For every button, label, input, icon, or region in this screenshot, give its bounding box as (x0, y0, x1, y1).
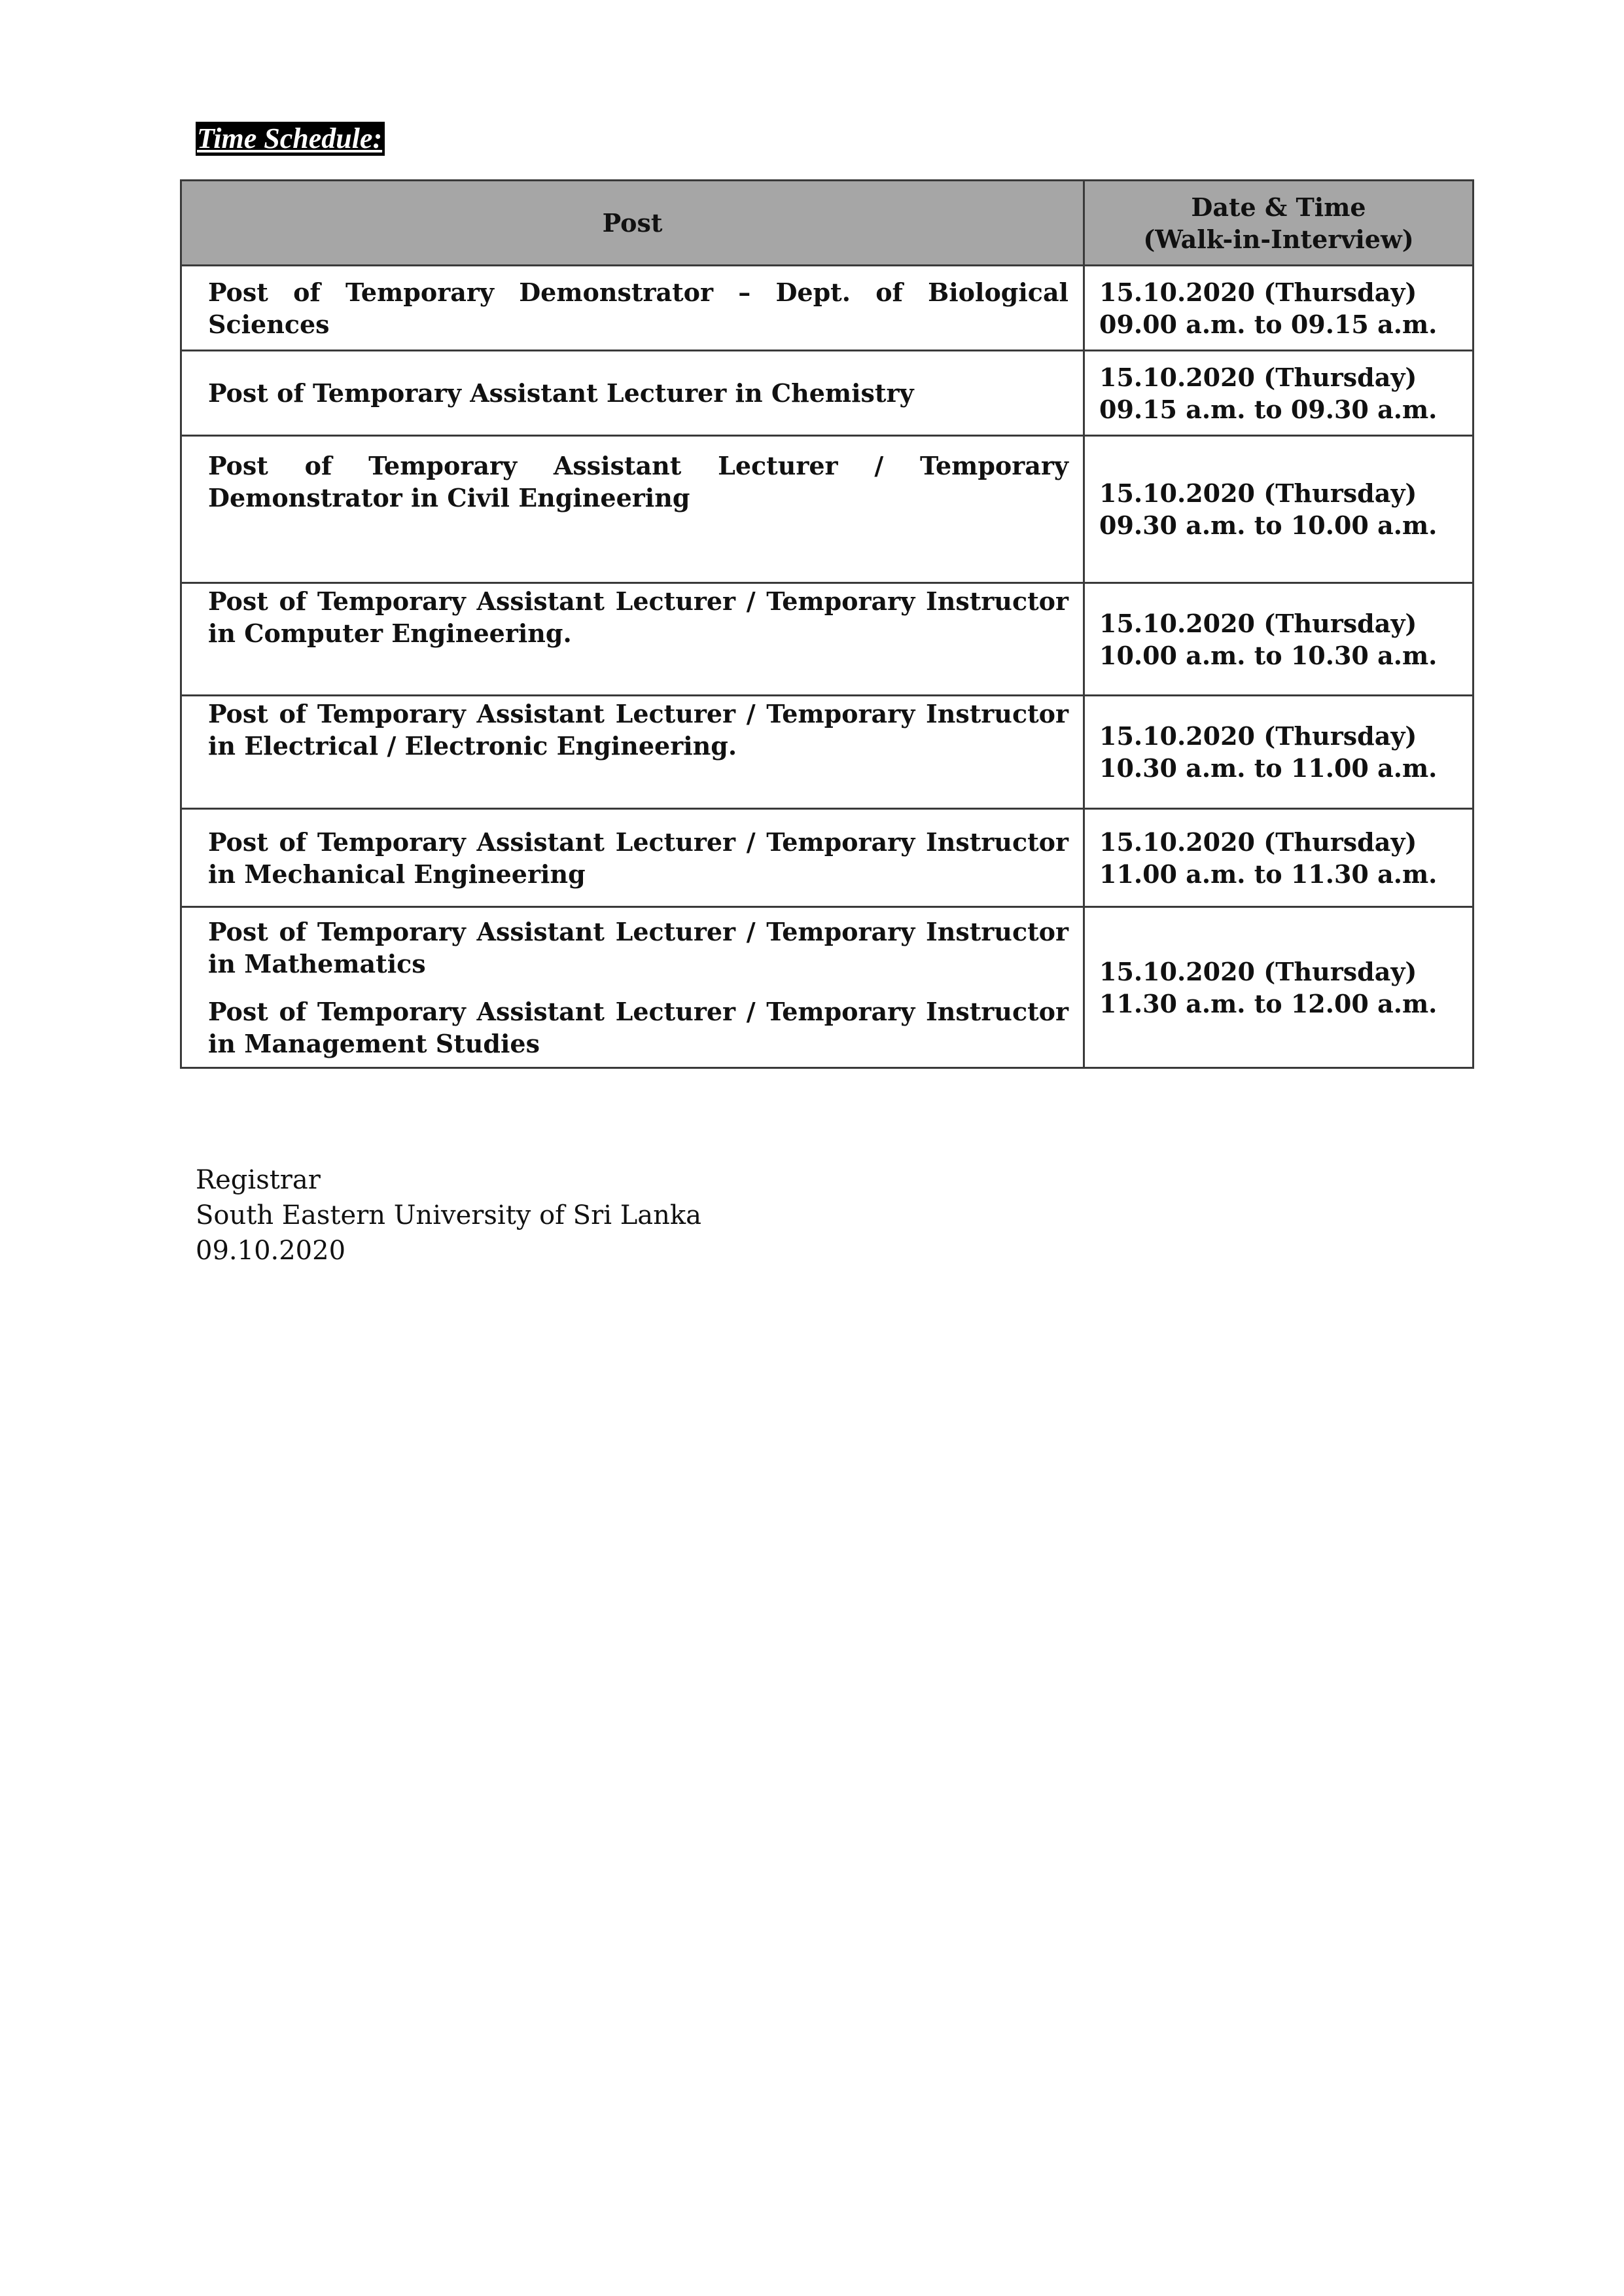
interview-time: 10.30 a.m. to 11.00 a.m. (1099, 753, 1438, 783)
table-row (181, 809, 1474, 907)
table-row (181, 351, 1474, 436)
table-row (181, 907, 1474, 1068)
post-title: Post of Temporary Assistant Lecturer / Temporary Instructor in Computer Engineering. (208, 586, 1068, 648)
post-cell (181, 436, 1084, 583)
post-cell (181, 583, 1084, 696)
post-title: Post of Temporary Assistant Lecturer / Temporary Demonstrator in Civil Engineering (208, 451, 1068, 512)
table-row (181, 696, 1474, 809)
post-column-header: Post (181, 181, 1084, 266)
date-time-cell (1084, 436, 1474, 583)
date-time-column-header (1084, 181, 1474, 266)
date-time-header-label: Date & Time (1191, 192, 1366, 222)
section-heading: Time Schedule: (196, 122, 385, 156)
organization-name: South Eastern University of Sri Lanka (196, 1200, 701, 1230)
interview-date: 15.10.2020 (Thursday) (1099, 608, 1417, 638)
post-title: Post of Temporary Assistant Lecturer / Temporary Instructor in Management Studies (208, 996, 1068, 1058)
interview-time: 11.30 a.m. to 12.00 a.m. (1099, 988, 1438, 1018)
table-row (181, 436, 1474, 583)
post-title: Post of Temporary Assistant Lecturer / Temporary Instructor in Electrical / Electronic Engineering. (208, 699, 1068, 761)
interview-date: 15.10.2020 (Thursday) (1099, 478, 1417, 508)
interview-time: 09.00 a.m. to 09.15 a.m. (1099, 309, 1438, 339)
interview-time: 10.00 a.m. to 10.30 a.m. (1099, 640, 1438, 670)
post-title: Post of Temporary Assistant Lecturer / Temporary Instructor in Mechanical Engineering (208, 827, 1068, 889)
date-time-cell (1084, 583, 1474, 696)
table-row (181, 266, 1474, 351)
signature-block (196, 1162, 701, 1268)
post-cell (181, 266, 1084, 351)
date-time-cell (1084, 907, 1474, 1068)
post-title: Post of Temporary Assistant Lecturer in Chemistry (208, 378, 914, 408)
walk-in-interview-label: (Walk-in-Interview) (1143, 224, 1414, 254)
post-cell (181, 907, 1084, 1068)
interview-date: 15.10.2020 (Thursday) (1099, 277, 1417, 307)
post-cell (181, 809, 1084, 907)
interview-date: 15.10.2020 (Thursday) (1099, 362, 1417, 392)
interview-time: 09.15 a.m. to 09.30 a.m. (1099, 394, 1438, 424)
table-row (181, 583, 1474, 696)
interview-date: 15.10.2020 (Thursday) (1099, 721, 1417, 751)
document-date: 09.10.2020 (196, 1236, 346, 1266)
post-cell (181, 696, 1084, 809)
post-cell (181, 351, 1084, 436)
interview-date: 15.10.2020 (Thursday) (1099, 827, 1417, 857)
date-time-cell (1084, 696, 1474, 809)
interview-time: 11.00 a.m. to 11.30 a.m. (1099, 859, 1438, 889)
table-header-row (181, 181, 1474, 266)
post-title: Post of Temporary Assistant Lecturer / Temporary Instructor in Mathematics (208, 916, 1068, 978)
date-time-cell (1084, 266, 1474, 351)
interview-date: 15.10.2020 (Thursday) (1099, 956, 1417, 986)
interview-time: 09.30 a.m. to 10.00 a.m. (1099, 511, 1438, 540)
date-time-cell (1084, 809, 1474, 907)
post-title: Post of Temporary Demonstrator – Dept. of Biological Sciences (208, 277, 1068, 339)
signatory-title: Registrar (196, 1165, 321, 1195)
time-schedule-table (180, 179, 1474, 1069)
date-time-cell (1084, 351, 1474, 436)
